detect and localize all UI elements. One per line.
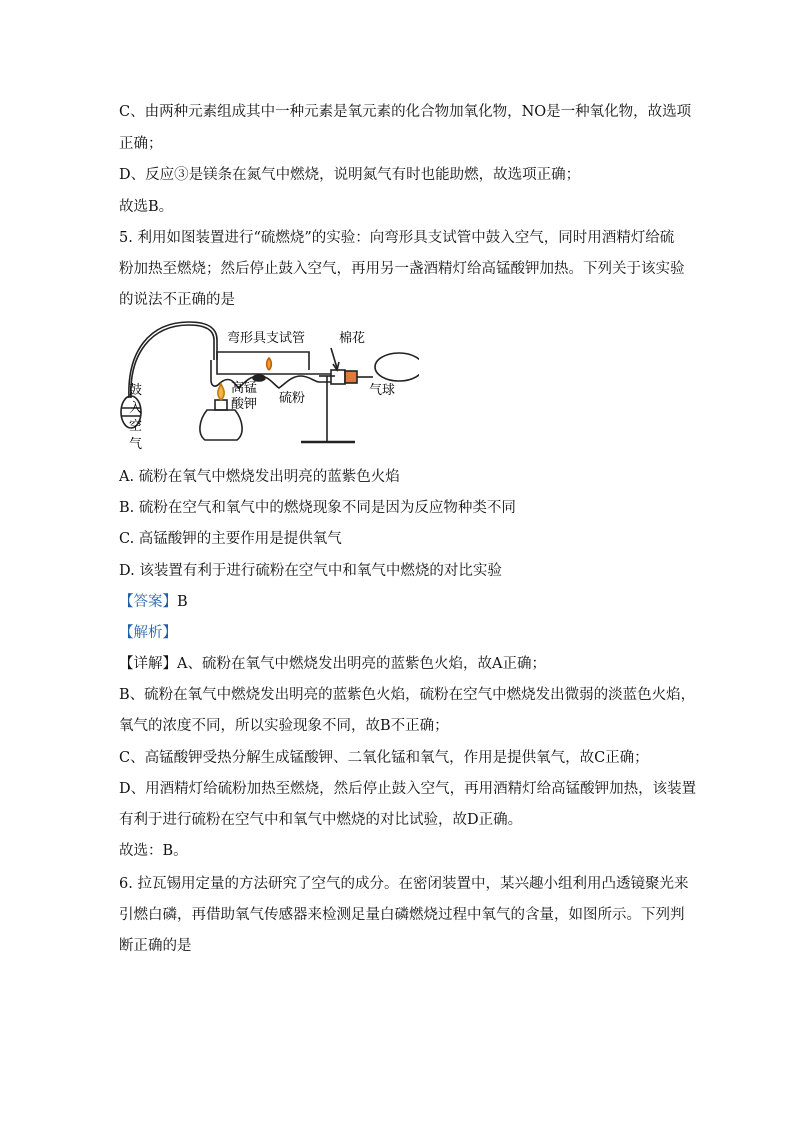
rubber-stopper (345, 371, 357, 383)
option-c: C. 高锰酸钾的主要作用是提供氧气 (119, 531, 342, 547)
label-kmno4: 酸钾 (231, 397, 258, 412)
answer-tag: 【答案】 (119, 594, 177, 610)
text-line: 故选B。 (119, 199, 174, 215)
sulfur-flame (267, 358, 272, 370)
explanation-line: 有利于进行硫粉在空气中和氧气中燃烧的对比试验，故D正确。 (119, 812, 523, 828)
alcohol-lamp (200, 410, 242, 440)
question-5-line: 5. 利用如图装置进行“硫燃烧”的实验：向弯形具支试管中鼓入空气，同时用酒精灯给硫 (119, 230, 675, 246)
label-air: 入 (129, 401, 143, 416)
label-balloon: 气球 (369, 383, 396, 398)
question-6-line: 6. 拉瓦锡用定量的方法研究了空气的成分。在密闭装置中，某兴趣小组利用凸透镜聚光来 (119, 876, 689, 892)
text-line: C、由两种元素组成其中一种元素是氧元素的化合物加氧化物，NO是一种氧化物，故选项 (119, 104, 692, 120)
detail-first: A、硫粉在氧气中燃烧发出明亮的蓝紫色火焰，故A正确； (177, 656, 546, 672)
detail-line (119, 654, 546, 674)
label-kmno4: 高锰 (231, 381, 258, 396)
question-6-line: 断正确的是 (119, 938, 192, 954)
analysis-tag: 【解析】 (119, 625, 177, 641)
option-d: D. 该装置有利于进行硫粉在空气中和氧气中燃烧的对比实验 (119, 563, 502, 579)
option-b: B. 硫粉在空气和氧气中的燃烧现象不同是因为反应物种类不同 (119, 500, 516, 516)
option-a: A. 硫粉在氧气中燃烧发出明亮的蓝紫色火焰 (119, 469, 400, 485)
answer-value: B (177, 594, 188, 610)
label-air: 空 (129, 419, 143, 434)
question-6-line: 引燃白磷，再借助氧气传感器来检测足量白磷燃烧过程中氧气的含量，如图所示。下列判 (119, 907, 685, 923)
question-5-line: 的说法不正确的是 (119, 292, 235, 308)
label-tube: 弯形具支试管 (227, 331, 306, 346)
explanation-line: D、用酒精灯给硫粉加热至燃烧，然后停止鼓入空气，再用酒精灯给高锰酸钾加热，该装置 (119, 781, 697, 797)
label-sulfur: 硫粉 (279, 391, 306, 406)
label-air: 鼓 (129, 383, 143, 398)
answer-line (119, 592, 188, 612)
explanation-line: 氧气的浓度不同，所以实验现象不同，故B不正确； (119, 718, 449, 734)
text-line: 正确； (119, 136, 163, 152)
cotton-plug (331, 370, 345, 384)
explanation-line: B、硫粉在氧气中燃烧发出明亮的蓝紫色火焰，硫粉在空气中燃烧发出微弱的淡蓝色火焰， (119, 687, 696, 703)
detail-tag: 【详解】 (119, 656, 177, 672)
explanation-line: 故选：B。 (119, 843, 188, 859)
question-5-line: 粉加热至燃烧；然后停止鼓入空气，再用另一盏酒精灯给高锰酸钾加热。下列关于该实验 (119, 261, 685, 277)
explanation-line: C、高锰酸钾受热分解生成锰酸钾、二氧化锰和氧气，作用是提供氧气，故C正确； (119, 750, 649, 766)
label-air: 气 (129, 437, 143, 452)
rubber-hose (129, 322, 217, 398)
balloon (375, 353, 419, 381)
label-cotton: 棉花 (339, 331, 366, 346)
apparatus-figure (119, 312, 419, 452)
text-line: D、反应③是镁条在氮气中燃烧，说明氮气有时也能助燃，故选项正确； (119, 167, 581, 183)
